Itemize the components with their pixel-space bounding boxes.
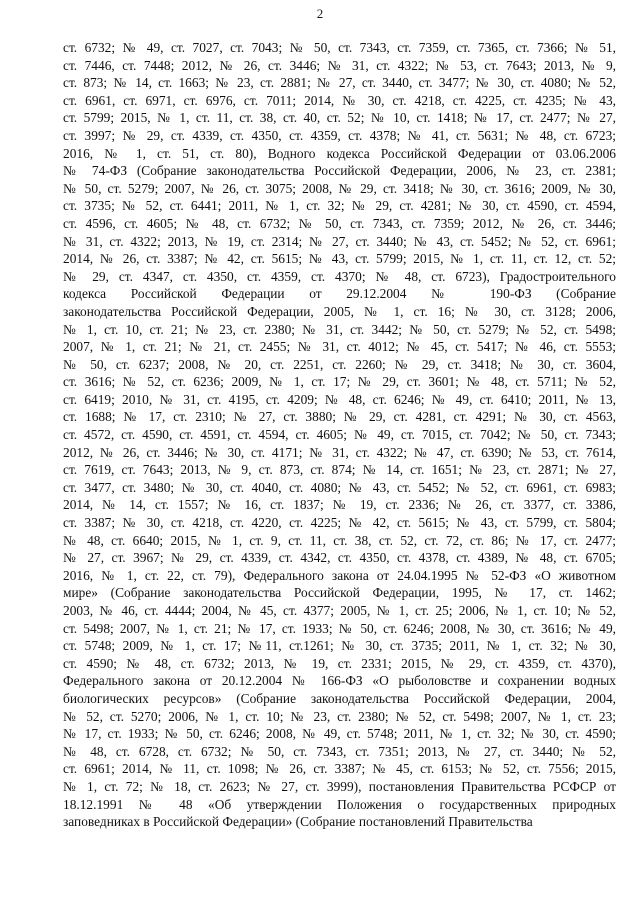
text-line: 2016, № 1, ст. 51, ст. 80), Водного кодекса Российской Федерации от 03.06.2006: [63, 145, 616, 161]
text-line: 2003, № 46, ст. 4444; 2004, № 45, ст. 4377; 2005, № 1, ст. 25; 2006, № 1, ст. 10; № 52,: [63, 603, 616, 618]
text-line: № 52, ст. 5270; 2006, № 1, ст. 10; № 23, ст. 2380; № 52, ст. 5498; 2007, № 1, ст. 23;: [63, 708, 616, 724]
text-line: № 17, ст. 1933; № 50, ст. 6246; 2008, № 49, ст. 5748; 2011, № 1, ст. 32; № 30, ст. 4590;: [63, 726, 616, 742]
body-text: [63, 39, 616, 831]
text-line: № 50, ст. 5279; 2007, № 26, ст. 3075; 2008, № 29, ст. 3418; № 30, ст. 3616; 2009, № 30,: [63, 180, 616, 196]
text-line: ст. 6961, ст. 6971, ст. 6976, ст. 7011; 2014, № 30, ст. 4218, ст. 4225, ст. 4235; № 43,: [63, 92, 616, 108]
text-line: ст. 1688; № 17, ст. 2310; № 27, ст. 3880; № 29, ст. 4281, ст. 4291; № 30, ст. 4563,: [63, 409, 616, 425]
text-line: ст. 5799; 2015, № 1, ст. 11, ст. 38, ст. 40, ст. 52; № 10, ст. 1418; № 17, ст. 2477; № 27,: [63, 110, 616, 126]
text-line: ст. 6961; 2014, № 11, ст. 1098; № 26, ст. 3387; № 45, ст. 6153; № 52, ст. 7556; 2015,: [63, 761, 616, 777]
text-line: ст. 5498; 2007, № 1, ст. 21; № 17, ст. 1933; № 50, ст. 6246; 2008, № 30, ст. 3616; № 49,: [63, 620, 616, 636]
text-line: 2007, № 1, ст. 21; № 21, ст. 2455; № 31, ст. 4012; № 45, ст. 5417; № 46, ст. 5553;: [63, 339, 616, 355]
text-line: ст. 6419; 2010, № 31, ст. 4195, ст. 4209; № 48, ст. 6246; № 49, ст. 6410; 2011, № 13,: [63, 391, 616, 407]
text-line: кодекса Российской Федерации от 29.12.2004 № 190-ФЗ (Собрание: [63, 286, 616, 302]
text-line: 2014, № 26, ст. 3387; № 42, ст. 5615; № 43, ст. 5799; 2015, № 1, ст. 11, ст. 12, ст. 52;: [63, 251, 616, 267]
text-line: ст. 7446, ст. 7448; 2012, № 26, ст. 3446; № 31, ст. 4322; № 53, ст. 7643; 2013, № 9,: [63, 57, 616, 73]
text-line: 18.12.1991 № 48 «Об утверждении Положения о государственных природных: [63, 796, 616, 812]
text-line: мире» (Собрание законодательства Российской Федерации, 1995, № 17, ст. 1462;: [63, 585, 616, 601]
page-number: 2: [316, 6, 324, 21]
text-line: № 50, ст. 6237; 2008, № 20, ст. 2251, ст. 2260; № 29, ст. 3418; № 30, ст. 3604,: [63, 356, 616, 372]
text-line: № 74-ФЗ (Собрание законодательства Российской Федерации, 2006, № 23, ст. 2381;: [63, 163, 616, 179]
text-line: ст. 3997; № 29, ст. 4339, ст. 4350, ст. 4359, ст. 4378; № 41, ст. 5631; № 48, ст. 6723;: [63, 127, 616, 143]
text-line: ст. 6732; № 49, ст. 7027, ст. 7043; № 50, ст. 7343, ст. 7359, ст. 7365, ст. 7366; № 51,: [63, 40, 616, 55]
text-line: 2014, № 14, ст. 1557; № 16, ст. 1837; № 19, ст. 2336; № 26, ст. 3377, ст. 3386,: [63, 497, 616, 513]
text-line: ст. 3735; № 52, ст. 6441; 2011, № 1, ст. 32; № 29, ст. 4281; № 30, ст. 4590, ст. 4594,: [63, 198, 616, 214]
text-line: ст. 4590; № 48, ст. 6732; 2013, № 19, ст. 2331; 2015, № 29, ст. 4359, ст. 4370),: [63, 655, 616, 671]
text-line: № 27, ст. 3967; № 29, ст. 4339, ст. 4342, ст. 4350, ст. 4378, ст. 4389, № 48, ст. 6705;: [63, 550, 616, 566]
text-line: ст. 7619, ст. 7643; 2013, № 9, ст. 873, ст. 874; № 14, ст. 1651; № 23, ст. 2871; № 27,: [63, 462, 616, 478]
text-line: ст. 3477, ст. 3480; № 30, ст. 4040, ст. 4080; № 43, ст. 5452; № 52, ст. 6961, ст. 6983;: [63, 479, 616, 495]
text-line: № 48, ст. 6728, ст. 6732; № 50, ст. 7343, ст. 7351; 2013, № 27, ст. 3440; № 52,: [63, 743, 616, 759]
text-line: № 1, ст. 72; № 18, ст. 2623; № 27, ст. 3999), постановления Правительства РСФСР от: [63, 778, 616, 794]
text-line: Федерального закона от 20.12.2004 № 166-ФЗ «О рыболовстве и сохранении водных: [63, 673, 616, 689]
text-line: законодательства Российской Федерации, 2005, № 1, ст. 16; № 30, ст. 3128; 2006,: [63, 303, 616, 319]
text-line: ст. 3387; № 30, ст. 4218, ст. 4220, ст. 4225; № 42, ст. 5615; № 43, ст. 5799, ст. 5804;: [63, 515, 616, 531]
text-line: № 1, ст. 10, ст. 21; № 23, ст. 2380; № 31, ст. 3442; № 50, ст. 5279; № 52, ст. 5498;: [63, 321, 616, 337]
text-line: 2016, № 1, ст. 22, ст. 79), Федерального закона от 24.04.1995 № 52-ФЗ «О животном: [63, 567, 616, 583]
text-line: № 31, ст. 4322; 2013, № 19, ст. 2314; № 27, ст. 3440; № 43, ст. 5452; № 52, ст. 6961;: [63, 233, 616, 249]
text-line: заповедниках в Российской Федерации» (Собрание постановлений Правительства: [63, 814, 533, 830]
text-line: ст. 3616; № 52, ст. 6236; 2009, № 1, ст. 17; № 29, ст. 3601; № 48, ст. 5711; № 52,: [63, 374, 616, 390]
text-line: № 48, ст. 6640; 2015, № 1, ст. 9, ст. 11, ст. 38, ст. 52, ст. 72, ст. 86; № 17, ст. 2477;: [63, 532, 616, 548]
text-line: ст. 5748; 2009, № 1, ст. 17; №11, ст.1261; № 30, ст. 3735; 2011, № 1, ст. 32; № 30,: [63, 638, 616, 654]
text-line: 2012, № 26, ст. 3446; № 30, ст. 4171; № 31, ст. 4322; № 47, ст. 6390; № 53, ст. 7614,: [63, 444, 616, 460]
text-line: биологических ресурсов» (Собрание законодательства Российской Федерации, 2004,: [63, 690, 616, 706]
text-line: ст. 4572, ст. 4590, ст. 4591, ст. 4594, ст. 4605; № 49, ст. 7015, ст. 7042; № 50, ст. 7343;: [63, 427, 616, 443]
text-line: № 29, ст. 4347, ст. 4350, ст. 4359, ст. 4370; № 48, ст. 6723), Градостроительного: [63, 268, 616, 284]
text-line: ст. 4596, ст. 4605; № 48, ст. 6732; № 50, ст. 7343, ст. 7359; 2012, № 26, ст. 3446;: [63, 215, 616, 231]
text-line: ст. 873; № 14, ст. 1663; № 23, ст. 2881; № 27, ст. 3440, ст. 3477; № 30, ст. 4080; № 52,: [63, 75, 616, 91]
